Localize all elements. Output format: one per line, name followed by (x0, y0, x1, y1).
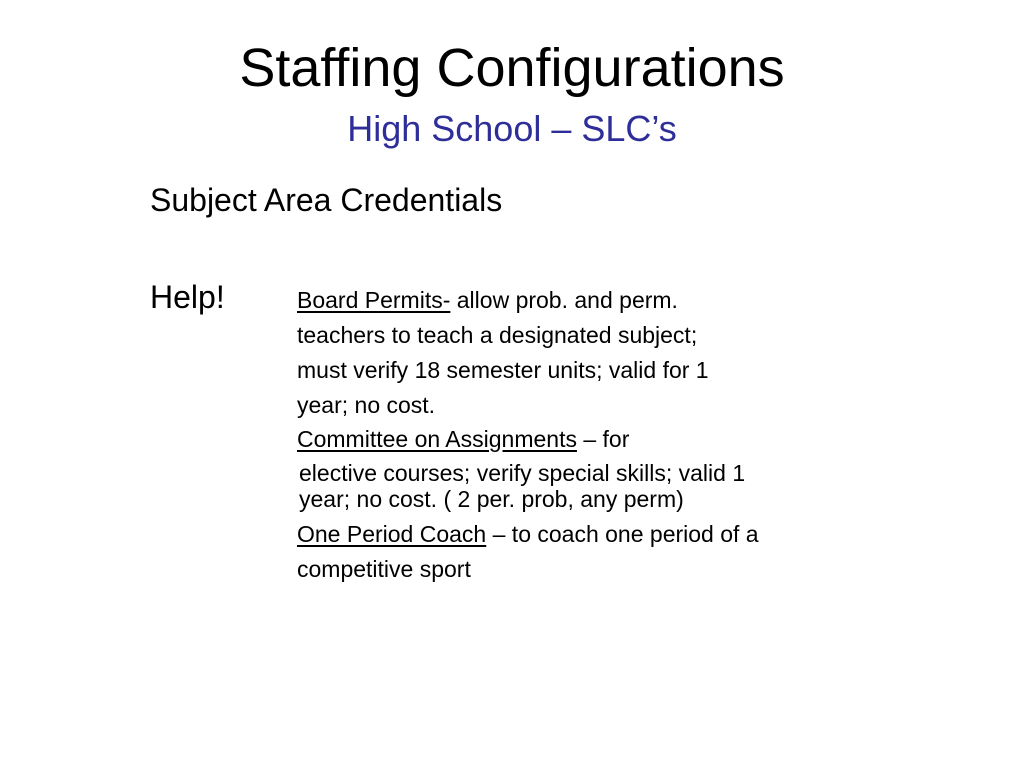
slide-title: Staffing Configurations (239, 38, 785, 98)
coach-line-2: competitive sport (297, 556, 471, 582)
committee-line-3: year; no cost. ( 2 per. prob, any perm) (299, 486, 684, 512)
committee-line-2: elective courses; verify special skills; valid 1 (299, 460, 746, 486)
board-permits-line-2: teachers to teach a designated subject; (297, 322, 698, 348)
section-heading: Subject Area Credentials (150, 182, 503, 218)
committee-line-1 (297, 424, 629, 454)
committee-text-1: – for (576, 426, 630, 452)
board-permits-line-3: must verify 18 semester units; valid for 1 (297, 357, 709, 383)
slide-subtitle: High School – SLC’s (347, 108, 677, 149)
board-permits-text-1: allow prob. and perm. (450, 287, 678, 313)
board-permits-line-1 (297, 285, 678, 315)
help-label: Help! (150, 279, 225, 315)
coach-text-1: – to coach one period of a (486, 521, 759, 547)
board-permits-line-4: year; no cost. (297, 392, 436, 418)
board-permits-term: Board Permits- (297, 287, 451, 313)
coach-line-1 (297, 519, 759, 549)
committee-term: Committee on Assignments (297, 426, 577, 452)
coach-term: One Period Coach (297, 521, 487, 547)
